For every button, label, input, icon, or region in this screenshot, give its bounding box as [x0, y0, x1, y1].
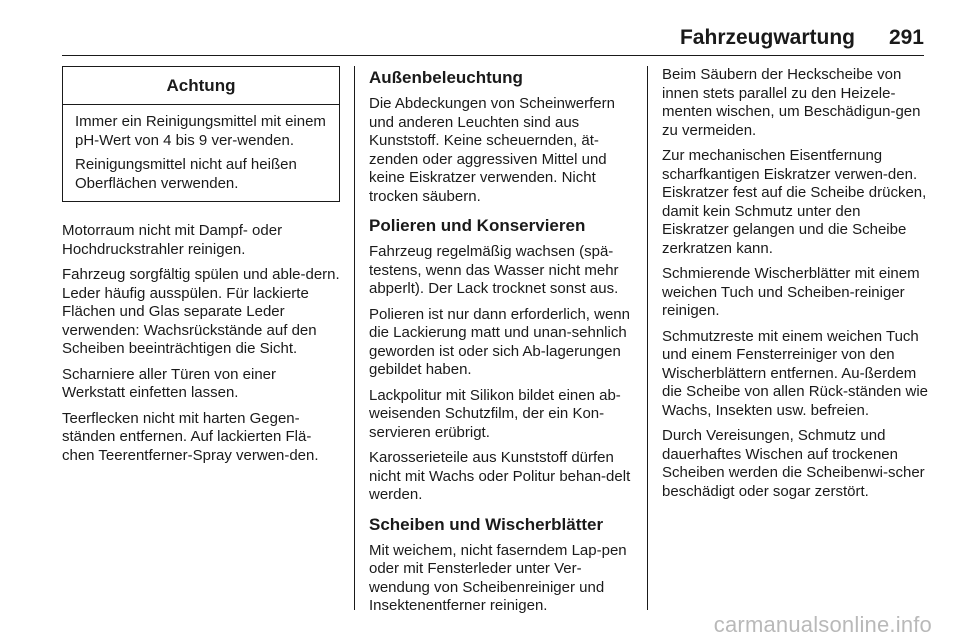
- body-paragraph: Fahrzeug sorgfältig spülen und able-dern. Leder häufig ausspülen. Für lackierte Flächen und Glas separate Leder verwenden: Wachsrückstände auf den Scheiben beeinträchtigen die Sicht.: [62, 266, 340, 357]
- column-2: [369, 66, 635, 623]
- body-paragraph: Fahrzeug regelmäßig wachsen (spä-testens, wenn das Wasser nicht mehr abperlt). Der Lack trocknet sonst aus.: [369, 243, 619, 297]
- section-heading: Außenbeleuchtung: [369, 68, 523, 87]
- header-rule: [62, 55, 924, 56]
- body-paragraph: Die Abdeckungen von Scheinwerfern und anderen Leuchten sind aus Kunststoff. Keine scheuernden, ät-zenden oder aggressiven Mittel und keine Eiskratzer verwenden. Nicht trocken säubern.: [369, 95, 615, 205]
- page-title: Fahrzeugwartung: [679, 26, 855, 49]
- body-paragraph: Polieren ist nur dann erforderlich, wenn die Lackierung matt und unan-sehnlich geworden ist oder sich Ab-lagerungen gebildet haben.: [369, 305, 630, 378]
- warning-paragraph: Reinigungsmittel nicht auf heißen Oberflächen verwenden.: [75, 156, 297, 192]
- body-paragraph: Karosserieteile aus Kunststoff dürfen nicht mit Wachs oder Politur behan-delt werden.: [369, 449, 631, 503]
- body-paragraph: Teerflecken nicht mit harten Gegen-ständen entfernen. Auf lackierten Flä-chen Teerentferner-Spray verwen-den.: [62, 409, 319, 464]
- column-3: [662, 66, 930, 508]
- body-paragraph: Schmierende Wischerblätter mit einem weichen Tuch und Scheiben-reiniger reinigen.: [662, 265, 920, 319]
- body-paragraph: Beim Säubern der Heckscheibe von innen stets parallel zu den Heizele-menten wischen, um Beschädigun-gen zu vermeiden.: [662, 66, 921, 139]
- column-divider: [354, 66, 355, 610]
- section-heading: Scheiben und Wischerblätter: [369, 514, 604, 534]
- body-paragraph: Schmutzreste mit einem weichen Tuch und einem Fensterreiniger von den Wischerblättern entfernen. Au-ßerdem die Scheibe von allen Rück-ständen wie Wachs, Insekten usw. befreien.: [662, 327, 928, 419]
- body-paragraph: Lackpolitur mit Silikon bildet einen ab-weisenden Schutzfilm, der ein Kon-servieren erübrigt.: [369, 386, 621, 441]
- warning-paragraph: Immer ein Reinigungsmittel mit einem pH-Wert von 4 bis 9 ver-wenden.: [75, 113, 326, 149]
- page-header: [0, 26, 960, 56]
- column-divider: [647, 66, 648, 610]
- body-paragraph: Motorraum nicht mit Dampf- oder Hochdruckstrahler reinigen.: [62, 222, 283, 258]
- body-paragraph: Mit weichem, nicht faserndem Lap-pen oder mit Fensterleder unter Ver-wendung von Scheibenreiniger und Insektenentferner reinigen.: [369, 541, 627, 614]
- warning-title: Achtung: [63, 67, 339, 105]
- body-paragraph: Scharniere aller Türen von einer Werkstatt einfetten lassen.: [62, 365, 277, 401]
- warning-body: [63, 105, 339, 201]
- body-paragraph: Durch Vereisungen, Schmutz und dauerhaftes Wischen auf trockenen Scheiben werden die Scheibenwi-scher beschädigt oder sogar zerstört.: [662, 427, 925, 500]
- warning-box: [62, 66, 340, 202]
- section-heading: Polieren und Konservieren: [369, 216, 586, 235]
- watermark: carmanualsonline.info: [713, 612, 932, 637]
- body-paragraph: Zur mechanischen Eisentfernung scharfkantigen Eiskratzer verwen-den. Eiskratzer fest auf die Scheibe drücken, damit kein Schmutz unter den Eiskratzer gelangen und die Scheibe zerkratzen kann.: [662, 147, 927, 257]
- page-number: 291: [888, 26, 924, 49]
- column-1: [62, 66, 340, 472]
